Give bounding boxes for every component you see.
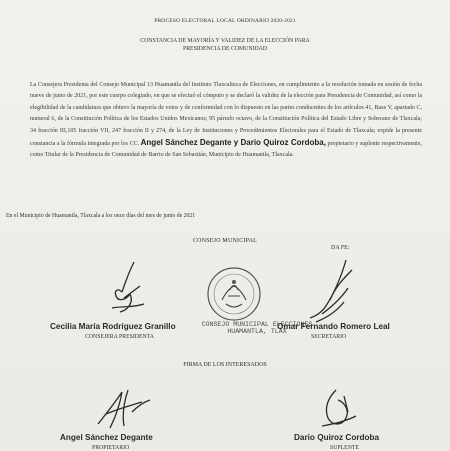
signature-secretario bbox=[296, 256, 366, 330]
process-header: PROCESO ELECTORAL LOCAL ORDINARIO 2020-2021 bbox=[154, 18, 296, 24]
signature-propietario bbox=[92, 384, 152, 432]
seal-line-1: CONSEJO MUNICIPAL ELECCIONES bbox=[201, 321, 313, 328]
da-fe-label: DA FE: bbox=[331, 245, 350, 251]
candidate-names: Angel Sánchez Degante y Dario Quiroz Cordoba, bbox=[140, 138, 326, 148]
signer-propietario-name: Angel Sánchez Degante bbox=[60, 433, 153, 442]
signature-presidenta bbox=[104, 258, 150, 320]
signer-secretario-role: SECRETARIO bbox=[311, 334, 347, 340]
document-title bbox=[0, 37, 450, 53]
body-text-1: La Consejera Presidenta del Consejo Municipal 13 Huamantla del Instituto Tlaxcalteca de Elecciones, en cumplimiento a la resolución tomada en sesión de fecha nueve de junio de 2021, por este cuerpo colegiado, en que se efectuó el cómputo y se declaró la validez de la elección para Presidencia de Comunidad, así como la elegibilidad de la candidatura que obtuvo la mayoría de votos y de conformidad con lo dispuesto en las partes conducentes de los artículos 41, Base V, apartado C, numeral 6, de la Constitución Política de los Estados Unidos Mexicanos; 95 párrafo octavo, de la Constitución Política del Estado Libre y Soberano de Tlaxcala; 34 fracción III,105 fracción VII, 247 fracción II y 274, de la Ley de Instituciones y Procedimientos Electorales para el Estado de Tlaxcala; expide la presente constancia a la fórmula integrada por los CC. bbox=[30, 82, 422, 148]
signer-suplente-name: Dario Quiroz Cordoba bbox=[294, 433, 380, 442]
consejo-label: CONSEJO MUNICIPAL bbox=[192, 238, 258, 244]
seal-line-2: HUAMANTLA, TLAX bbox=[227, 328, 287, 336]
title-line-1: CONSTANCIA DE MAYORÍA Y VALIDEZ DE LA ELECCIÓN PARA bbox=[140, 38, 310, 44]
firma-interesados-label: FIRMA DE LOS INTERESADOS bbox=[183, 362, 267, 368]
body-text-2: propietario y suplente respectivamente, como Titular de la Presidencia de Comunidad de Barrio de San Sebastián, Municipio de Huamantla, Tlaxcala. bbox=[30, 141, 422, 159]
national-seal-icon bbox=[206, 266, 262, 322]
signer-suplente-role: SUPLENTE bbox=[330, 445, 359, 451]
signature-suplente bbox=[314, 386, 360, 432]
signer-presidenta-name: Cecilia María Rodríguez Granillo bbox=[50, 322, 176, 331]
signer-secretario-name: Omar Fernando Romero Leal bbox=[277, 322, 390, 331]
date-line: En el Municipio de Huamantla, Tlaxcala a los once días del mes de junio de 2021 bbox=[6, 213, 196, 219]
signer-propietario-role: PROPIETARIO bbox=[92, 445, 130, 451]
title-line-2: PRESIDENCIA DE COMUNIDAD bbox=[182, 46, 268, 52]
body-paragraph bbox=[30, 80, 422, 162]
signer-presidenta-role: CONSEJERA PRESIDENTA bbox=[85, 334, 154, 340]
